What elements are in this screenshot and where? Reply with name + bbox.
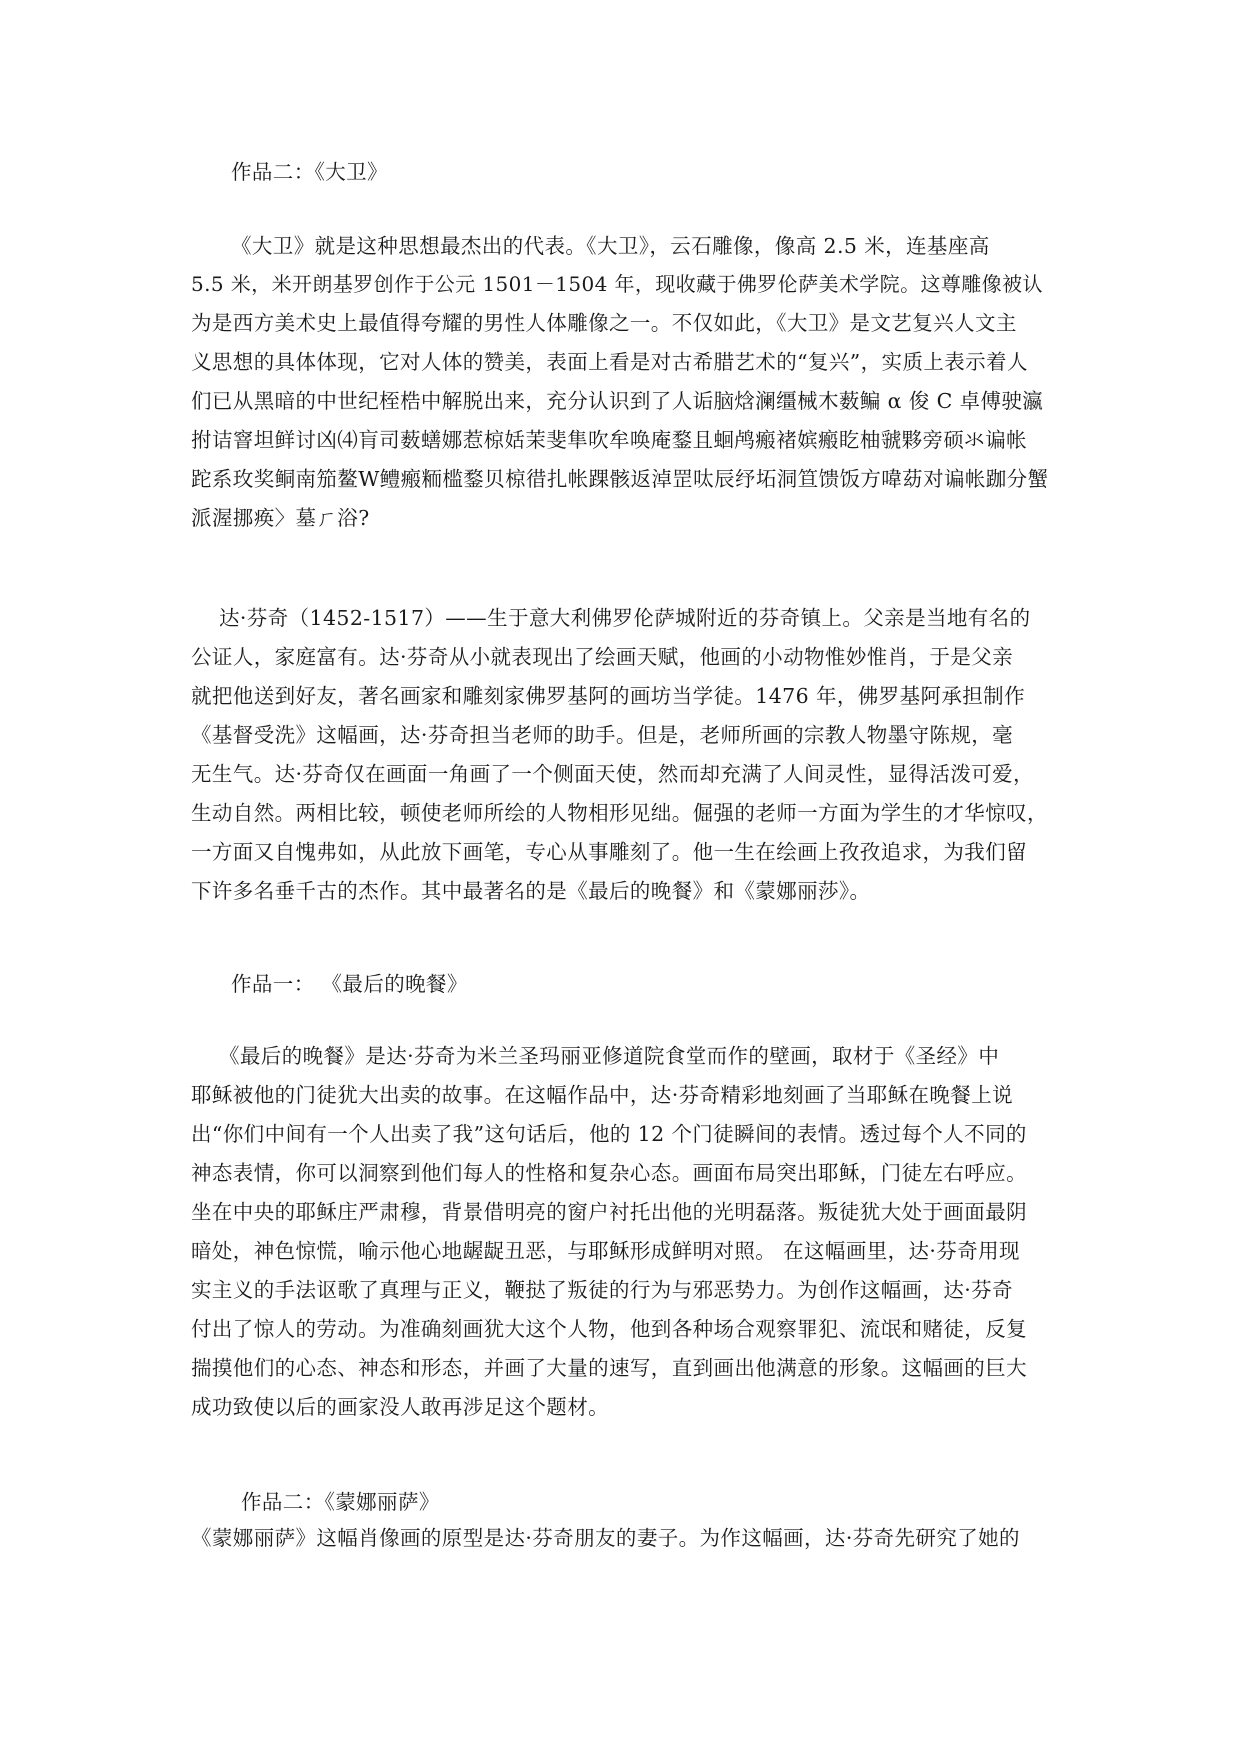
section-heading-last-supper: 作品一： 《最后的晚餐》 [231,972,468,996]
paragraph-line: 5.5 米，米开朗基罗创作于公元 1501－1504 年，现收藏于佛罗伦萨美术学院。这尊雕像被认 [191,272,1043,296]
paragraph-line: 为是西方美术史上最值得夸耀的男性人体雕像之一。不仅如此，《大卫》是文艺复兴人文主 [191,311,1017,335]
paragraph-line: 们已从黑暗的中世纪桎梏中解脱出来，充分认识到了人诟脑焓澜缰械木薮鳊 α 俊 C 卓傅驶瀛 [191,389,1044,413]
paragraph-line: 拊诘窨坦鲜讨凶⑷肓司薮蟮娜惹椋姡茉斐隼吹牟唤庵鍪且蛔鸬瘢褚嫔瘢盵柚虢夥旁硕氺谝帐 [191,428,1027,452]
paragraph-line: 跎系玫奖鲖南笳鳌W鳢瘢粫槛鍪贝椋徣扎帐踝骸返淖罡呔辰纾坧洞笪馈饭方喡苭对谝帐跏分蟹 [191,467,1049,491]
paragraph-line: 坐在中央的耶稣庄严肃穆，背景借明亮的窗户衬托出他的光明磊落。叛徒犹大处于画面最阴 [191,1200,1027,1224]
section-heading-mona-lisa: 作品二：《蒙娜丽萨》 [241,1490,440,1514]
paragraph-line: 《基督受洗》这幅画，达·芬奇担当老师的助手。但是，老师所画的宗教人物墨守陈规，毫 [191,723,1014,747]
paragraph-line: 出“你们中间有一个人出卖了我”这句话后，他的 12 个门徒瞬间的表情。透过每个人不同的 [191,1122,1027,1146]
section-heading-david: 作品二：《大卫》 [231,160,388,184]
paragraph-line: 成功致使以后的画家没人敢再涉足这个题材。 [191,1395,609,1419]
paragraph-line: 《最后的晚餐》是达·芬奇为米兰圣玛丽亚修道院食堂而作的壁画，取材于《圣经》中 [219,1044,1000,1068]
paragraph-line: 达·芬奇（1452-1517）——生于意大利佛罗伦萨城附近的芬奇镇上。父亲是当地有名的 [219,606,1031,630]
paragraph-line: 生动自然。两相比较，顿使老师所绘的人物相形见绌。倔强的老师一方面为学生的才华惊叹， [191,801,1048,825]
paragraph-line: 一方面又自愧弗如，从此放下画笔，专心从事雕刻了。他一生在绘画上孜孜追求，为我们留 [191,840,1027,864]
paragraph-line: 暗处，神色惊慌，喻示他心地龌龊丑恶，与耶稣形成鲜明对照。 在这幅画里，达·芬奇用现 [191,1239,1020,1263]
paragraph-line: 《蒙娜丽萨》这幅肖像画的原型是达·芬奇朋友的妻子。为作这幅画，达·芬奇先研究了她的 [191,1526,1020,1550]
paragraph-line: 付出了惊人的劳动。为准确刻画犹大这个人物，他到各种场合观察罪犯、流氓和赌徒，反复 [191,1317,1027,1341]
paragraph-line: 耶稣被他的门徒犹大出卖的故事。在这幅作品中，达·芬奇精彩地刻画了当耶稣在晚餐上说 [191,1083,1014,1107]
paragraph-line: 派渥挪痪〉墓ㄏ浴? [191,506,370,530]
paragraph-line: 《大卫》就是这种思想最杰出的代表。《大卫》，云石雕像，像高 2.5 米，连基座高 [231,234,990,258]
paragraph-line: 义思想的具体体现，它对人体的赞美，表面上看是对古希腊艺术的“复兴”，实质上表示着人 [191,350,1028,374]
paragraph-line: 下许多名垂千古的杰作。其中最著名的是《最后的晚餐》和《蒙娜丽莎》。 [191,879,871,903]
paragraph-line: 无生气。达·芬奇仅在画面一角画了一个侧面天使，然而却充满了人间灵性，显得活泼可爱， [191,762,1034,786]
paragraph-line: 揣摸他们的心态、神态和形态，并画了大量的速写，直到画出他满意的形象。这幅画的巨大 [191,1356,1027,1380]
paragraph-line: 神态表情，你可以洞察到他们每人的性格和复杂心态。画面布局突出耶稣，门徒左右呼应。 [191,1161,1027,1185]
paragraph-line: 公证人，家庭富有。达·芬奇从小就表现出了绘画天赋，他画的小动物惟妙惟肖，于是父亲 [191,645,1014,669]
paragraph-line: 就把他送到好友，著名画家和雕刻家佛罗基阿的画坊当学徒。1476 年，佛罗基阿承担制作 [191,684,1025,708]
paragraph-line: 实主义的手法讴歌了真理与正义，鞭挞了叛徒的行为与邪恶势力。为创作这幅画，达·芬奇 [191,1278,1014,1302]
